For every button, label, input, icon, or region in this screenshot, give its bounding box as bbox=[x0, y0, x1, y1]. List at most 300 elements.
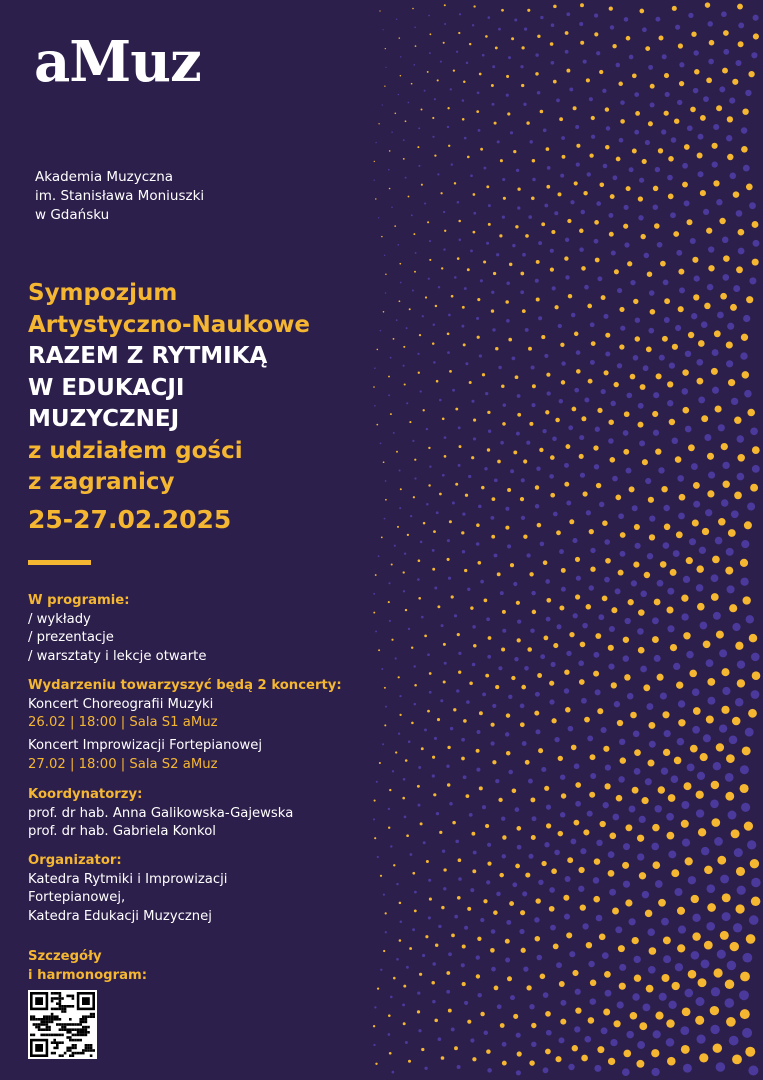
pattern-dot bbox=[648, 966, 656, 974]
pattern-dot bbox=[390, 357, 392, 359]
pattern-dot bbox=[494, 986, 499, 991]
pattern-dot bbox=[741, 803, 750, 812]
pattern-dot bbox=[429, 465, 431, 467]
pattern-dot bbox=[444, 455, 447, 458]
pattern-dot bbox=[726, 135, 732, 141]
pattern-dot bbox=[458, 220, 461, 223]
pattern-dot bbox=[447, 783, 450, 786]
pattern-dot bbox=[406, 402, 408, 404]
pattern-dot bbox=[620, 326, 625, 331]
pattern-dot bbox=[722, 687, 730, 695]
pattern-dot bbox=[682, 1007, 691, 1016]
pattern-dot bbox=[450, 88, 452, 90]
pattern-dot bbox=[623, 224, 628, 229]
pattern-dot bbox=[545, 579, 550, 584]
pattern-dot bbox=[420, 390, 422, 392]
pattern-dot bbox=[457, 896, 461, 900]
pattern-dot bbox=[672, 6, 677, 11]
pattern-dot bbox=[711, 593, 719, 601]
pattern-dot bbox=[451, 163, 453, 165]
pattern-dot bbox=[651, 1049, 659, 1057]
pattern-dot bbox=[581, 698, 587, 704]
pattern-dot bbox=[531, 1042, 536, 1047]
pattern-dot bbox=[538, 241, 542, 245]
pattern-dot bbox=[722, 274, 729, 281]
pattern-dot bbox=[450, 727, 453, 730]
pattern-dot bbox=[476, 974, 480, 978]
pattern-dot bbox=[737, 886, 746, 895]
pattern-dot bbox=[690, 745, 698, 753]
pattern-dot bbox=[735, 642, 743, 650]
pattern-dot bbox=[520, 272, 524, 276]
pattern-dot bbox=[420, 541, 423, 544]
pattern-dot bbox=[612, 908, 619, 915]
pattern-dot bbox=[626, 393, 632, 399]
pattern-dot bbox=[505, 300, 509, 304]
pattern-dot bbox=[502, 422, 506, 426]
pattern-dot bbox=[513, 582, 517, 586]
pattern-dot bbox=[446, 971, 450, 975]
pattern-dot bbox=[629, 55, 634, 60]
pattern-dot bbox=[383, 311, 385, 313]
pattern-dot bbox=[615, 588, 621, 594]
pattern-dot bbox=[623, 881, 630, 888]
pattern-dot bbox=[564, 688, 569, 693]
pattern-dot bbox=[590, 998, 597, 1005]
pattern-dot bbox=[670, 644, 677, 651]
pattern-dot bbox=[584, 398, 589, 403]
pattern-dot bbox=[520, 290, 524, 294]
pattern-dot bbox=[682, 182, 688, 188]
pattern-dot bbox=[374, 800, 376, 802]
pattern-dot bbox=[395, 657, 397, 659]
pattern-dot bbox=[535, 692, 540, 697]
pattern-dot bbox=[638, 647, 645, 654]
pattern-dot bbox=[647, 759, 654, 766]
pattern-dot bbox=[609, 6, 613, 10]
pattern-dot bbox=[506, 75, 509, 78]
qr-code-icon bbox=[28, 990, 97, 1059]
pattern-dot bbox=[619, 344, 624, 349]
pattern-dot bbox=[706, 716, 714, 724]
pattern-dot bbox=[653, 204, 659, 210]
pattern-dot bbox=[402, 797, 405, 800]
pattern-dot bbox=[605, 107, 609, 111]
pattern-dot bbox=[549, 474, 554, 479]
pattern-dot bbox=[444, 4, 446, 6]
pattern-dot bbox=[677, 944, 685, 952]
pattern-dot bbox=[404, 553, 406, 555]
accent-divider bbox=[28, 560, 91, 565]
pattern-dot bbox=[534, 917, 539, 922]
pattern-dot bbox=[417, 991, 420, 994]
pattern-dot bbox=[385, 912, 387, 914]
pattern-dot bbox=[513, 450, 517, 454]
pattern-dot bbox=[464, 1001, 468, 1005]
pattern-dot bbox=[418, 559, 421, 562]
pattern-dot bbox=[464, 287, 467, 290]
pattern-dot bbox=[713, 1043, 722, 1052]
pattern-dot bbox=[653, 430, 659, 436]
pattern-dot bbox=[581, 1055, 588, 1062]
pattern-dot bbox=[402, 1003, 405, 1006]
pattern-dot bbox=[399, 939, 402, 942]
pattern-dot bbox=[615, 926, 622, 933]
pattern-dot bbox=[615, 495, 621, 501]
pattern-dot bbox=[731, 829, 740, 838]
pattern-dot bbox=[546, 805, 551, 810]
pattern-dot bbox=[565, 707, 571, 713]
pattern-dot bbox=[746, 184, 753, 191]
pattern-dot bbox=[729, 604, 737, 612]
pattern-dot bbox=[616, 157, 621, 162]
pattern-dot bbox=[442, 850, 445, 853]
pattern-dot bbox=[442, 474, 445, 477]
pattern-dot bbox=[564, 256, 568, 260]
pattern-dot bbox=[506, 920, 511, 925]
pattern-dot bbox=[451, 295, 454, 298]
qr-code[interactable] bbox=[28, 990, 97, 1059]
pattern-dot bbox=[746, 296, 753, 303]
pattern-dot bbox=[606, 126, 610, 130]
pattern-dot bbox=[422, 315, 424, 317]
pattern-dot bbox=[738, 229, 745, 236]
pattern-dot bbox=[642, 891, 649, 898]
pattern-dot bbox=[648, 497, 654, 503]
pattern-dot bbox=[597, 408, 602, 413]
pattern-dot bbox=[597, 276, 602, 281]
pattern-dot bbox=[429, 691, 432, 694]
pattern-dot bbox=[478, 505, 482, 509]
pattern-dot bbox=[584, 1036, 591, 1043]
pattern-dot bbox=[662, 711, 669, 718]
pattern-dot bbox=[462, 306, 465, 309]
pattern-dot bbox=[560, 174, 564, 178]
pattern-dot bbox=[753, 240, 760, 247]
pattern-dot bbox=[635, 317, 640, 322]
pattern-dot bbox=[714, 837, 723, 846]
pattern-dot bbox=[456, 689, 459, 692]
pattern-dot bbox=[678, 719, 685, 726]
pattern-dot bbox=[575, 594, 580, 599]
pattern-dot bbox=[477, 298, 480, 301]
pattern-dot bbox=[601, 295, 606, 300]
pattern-dot bbox=[741, 127, 748, 134]
pattern-dot bbox=[443, 887, 446, 890]
pattern-dot bbox=[701, 959, 710, 968]
pattern-dot bbox=[629, 167, 634, 172]
pattern-dot bbox=[487, 1068, 492, 1073]
pattern-dot bbox=[399, 695, 401, 697]
pattern-dot bbox=[633, 730, 640, 737]
pattern-dot bbox=[707, 21, 713, 27]
pattern-dot bbox=[682, 369, 689, 376]
pattern-dot bbox=[428, 15, 430, 17]
pattern-dot bbox=[455, 840, 459, 844]
pattern-dot bbox=[417, 146, 419, 148]
pattern-dot bbox=[583, 60, 587, 64]
pattern-dot bbox=[732, 623, 740, 631]
pattern-dot bbox=[605, 333, 610, 338]
pattern-dot bbox=[429, 259, 431, 261]
pattern-dot bbox=[717, 856, 726, 865]
pattern-dot bbox=[550, 268, 554, 272]
pattern-dot bbox=[378, 649, 380, 651]
pattern-dot bbox=[570, 200, 574, 204]
pattern-dot bbox=[490, 948, 495, 953]
pattern-dot bbox=[742, 371, 749, 378]
pattern-dot bbox=[637, 853, 644, 860]
pattern-dot bbox=[651, 1068, 659, 1076]
pattern-dot bbox=[751, 897, 761, 907]
pattern-dot bbox=[410, 515, 412, 517]
pattern-dot bbox=[506, 94, 509, 97]
pattern-dot bbox=[539, 448, 543, 452]
pattern-dot bbox=[613, 1020, 620, 1027]
pattern-dot bbox=[622, 1068, 630, 1076]
pattern-dot bbox=[462, 944, 466, 948]
pattern-dot bbox=[525, 234, 529, 238]
pattern-dot bbox=[751, 690, 760, 699]
pattern-dot bbox=[725, 792, 734, 801]
pattern-dot bbox=[689, 670, 697, 678]
pattern-dot bbox=[444, 662, 447, 665]
pattern-dot bbox=[522, 309, 526, 313]
pattern-dot bbox=[382, 29, 383, 30]
pattern-dot bbox=[580, 642, 586, 648]
pattern-dot bbox=[703, 640, 711, 648]
pattern-dot bbox=[619, 138, 624, 143]
pattern-dot bbox=[432, 342, 435, 345]
pattern-dot bbox=[510, 563, 514, 567]
pattern-dot bbox=[384, 86, 385, 87]
pattern-dot bbox=[469, 682, 473, 686]
pattern-dot bbox=[544, 354, 548, 358]
pattern-dot bbox=[389, 789, 391, 791]
pattern-dot bbox=[594, 32, 598, 36]
pattern-dot bbox=[427, 221, 429, 223]
coordinator: prof. dr hab. Anna Galikowska-Gajewska bbox=[28, 805, 294, 821]
pattern-dot bbox=[373, 1044, 375, 1046]
pattern-dot bbox=[418, 372, 420, 374]
pattern-dot bbox=[726, 360, 733, 367]
pattern-dot bbox=[743, 596, 751, 604]
pattern-dot bbox=[688, 444, 695, 451]
pattern-dot bbox=[552, 437, 557, 442]
pattern-dot bbox=[630, 374, 636, 380]
pattern-dot bbox=[671, 775, 679, 783]
pattern-dot bbox=[453, 708, 456, 711]
pattern-dot bbox=[561, 793, 566, 798]
program-item: / warsztaty i lekcje otwarte bbox=[28, 648, 207, 664]
pattern-dot bbox=[748, 709, 757, 718]
pattern-dot bbox=[701, 321, 708, 328]
pattern-dot bbox=[458, 858, 462, 862]
pattern-dot bbox=[429, 672, 432, 675]
title-line-3: RAZEM Z RYTMIKĄ bbox=[28, 343, 268, 369]
pattern-dot bbox=[428, 278, 430, 280]
pattern-dot bbox=[462, 99, 465, 102]
pattern-dot bbox=[523, 103, 526, 106]
pattern-dot bbox=[738, 248, 745, 255]
pattern-dot bbox=[706, 922, 715, 931]
pattern-dot bbox=[712, 349, 719, 356]
pattern-dot bbox=[530, 797, 535, 802]
pattern-dot bbox=[658, 899, 666, 907]
pattern-dot bbox=[550, 925, 556, 931]
pattern-dot bbox=[476, 110, 479, 113]
pattern-dot bbox=[655, 448, 661, 454]
pattern-dot bbox=[434, 737, 437, 740]
pattern-dot bbox=[721, 11, 727, 17]
pattern-dot bbox=[614, 701, 620, 707]
pattern-dot bbox=[558, 192, 562, 196]
pattern-dot bbox=[638, 422, 644, 428]
pattern-dot bbox=[495, 46, 498, 49]
pattern-dot bbox=[738, 41, 744, 47]
pattern-dot bbox=[742, 108, 748, 114]
pattern-dot bbox=[424, 202, 426, 204]
pattern-dot bbox=[488, 204, 491, 207]
pattern-dot bbox=[668, 156, 674, 162]
pattern-dot bbox=[503, 403, 507, 407]
pattern-dot bbox=[385, 273, 387, 275]
pattern-dot bbox=[426, 860, 429, 863]
pattern-dot bbox=[534, 711, 539, 716]
pattern-dot bbox=[400, 488, 402, 490]
pattern-dot bbox=[406, 327, 408, 329]
pattern-dot bbox=[531, 366, 535, 370]
pattern-dot bbox=[670, 212, 676, 218]
pattern-dot bbox=[734, 417, 741, 424]
pattern-dot bbox=[630, 712, 637, 719]
pattern-dot bbox=[605, 558, 611, 564]
pattern-dot bbox=[565, 275, 569, 279]
pattern-dot bbox=[429, 52, 431, 54]
pattern-dot bbox=[498, 666, 502, 670]
pattern-dot bbox=[588, 961, 594, 967]
pattern-dot bbox=[604, 314, 609, 319]
pattern-dot bbox=[502, 178, 505, 181]
pattern-dot bbox=[378, 555, 380, 557]
pattern-dot bbox=[418, 1029, 421, 1032]
pattern-dot bbox=[466, 794, 470, 798]
pattern-dot bbox=[637, 835, 644, 842]
program-item: / wykłady bbox=[28, 611, 91, 627]
pattern-dot bbox=[540, 654, 545, 659]
pattern-dot bbox=[452, 502, 455, 505]
pattern-dot bbox=[576, 576, 581, 581]
pattern-dot bbox=[507, 488, 511, 492]
pattern-dot bbox=[589, 529, 594, 534]
pattern-dot bbox=[388, 808, 390, 810]
pattern-dot bbox=[551, 23, 555, 27]
title-line-1: Sympozjum bbox=[28, 280, 178, 306]
pattern-dot bbox=[485, 824, 489, 828]
pattern-dot bbox=[634, 749, 641, 756]
school-line-3: w Gdańsku bbox=[35, 207, 110, 223]
pattern-dot bbox=[389, 188, 391, 190]
pattern-dot bbox=[617, 1001, 624, 1008]
pattern-dot bbox=[568, 425, 573, 430]
pattern-dot bbox=[657, 580, 664, 587]
pattern-dot bbox=[374, 367, 376, 369]
pattern-dot bbox=[646, 985, 654, 993]
pattern-dot bbox=[698, 396, 705, 403]
pattern-dot bbox=[426, 428, 428, 430]
pattern-dot bbox=[569, 632, 574, 637]
title-line-2: Artystyczno-Naukowe bbox=[28, 311, 311, 338]
pattern-dot bbox=[736, 266, 743, 273]
pattern-dot bbox=[664, 524, 671, 531]
pattern-dot bbox=[634, 768, 641, 775]
pattern-dot bbox=[593, 671, 599, 677]
pattern-dot bbox=[467, 1020, 471, 1024]
pattern-dot bbox=[564, 463, 569, 468]
pattern-dot bbox=[618, 570, 624, 576]
pattern-dot bbox=[626, 186, 631, 191]
pattern-dot bbox=[726, 754, 735, 763]
pattern-dot bbox=[385, 931, 387, 933]
pattern-dot bbox=[544, 842, 549, 847]
pattern-dot bbox=[590, 773, 596, 779]
pattern-dot bbox=[593, 896, 600, 903]
pattern-dot bbox=[470, 1038, 474, 1042]
pattern-dot bbox=[725, 567, 733, 575]
pattern-dot bbox=[447, 332, 450, 335]
pattern-dot bbox=[581, 416, 586, 421]
pattern-dot bbox=[716, 105, 722, 111]
pattern-dot bbox=[424, 1067, 427, 1070]
pattern-dot bbox=[742, 746, 751, 755]
pattern-dot bbox=[649, 290, 655, 296]
pattern-dot bbox=[692, 932, 700, 940]
pattern-dot bbox=[727, 323, 734, 330]
pattern-dot bbox=[447, 126, 449, 128]
pattern-dot bbox=[653, 186, 658, 191]
pattern-dot bbox=[579, 247, 584, 252]
pattern-dot bbox=[385, 499, 387, 501]
program-heading: W programie: bbox=[28, 593, 130, 608]
pattern-dot bbox=[427, 71, 429, 73]
pattern-dot bbox=[584, 285, 589, 290]
pattern-dot bbox=[461, 531, 464, 534]
pattern-dot bbox=[707, 697, 715, 705]
pattern-dot bbox=[383, 950, 385, 952]
pattern-dot bbox=[630, 280, 635, 285]
pattern-dot bbox=[543, 1067, 549, 1073]
pattern-dot bbox=[566, 12, 570, 16]
pattern-dot bbox=[471, 832, 475, 836]
pattern-dot bbox=[711, 987, 720, 996]
pattern-dot bbox=[516, 1033, 521, 1038]
pattern-dot bbox=[541, 767, 546, 772]
pattern-dot bbox=[692, 519, 699, 526]
pattern-dot bbox=[608, 419, 614, 425]
pattern-dot bbox=[550, 249, 554, 253]
pattern-dot bbox=[373, 593, 375, 595]
pattern-dot bbox=[526, 441, 530, 445]
pattern-dot bbox=[508, 695, 512, 699]
pattern-dot bbox=[439, 831, 442, 834]
pattern-dot bbox=[464, 926, 468, 930]
pattern-dot bbox=[526, 121, 529, 124]
pattern-dot bbox=[421, 184, 423, 186]
pattern-dot bbox=[576, 144, 580, 148]
pattern-dot bbox=[519, 929, 524, 934]
pattern-dot bbox=[540, 974, 546, 980]
pattern-dot bbox=[619, 307, 624, 312]
